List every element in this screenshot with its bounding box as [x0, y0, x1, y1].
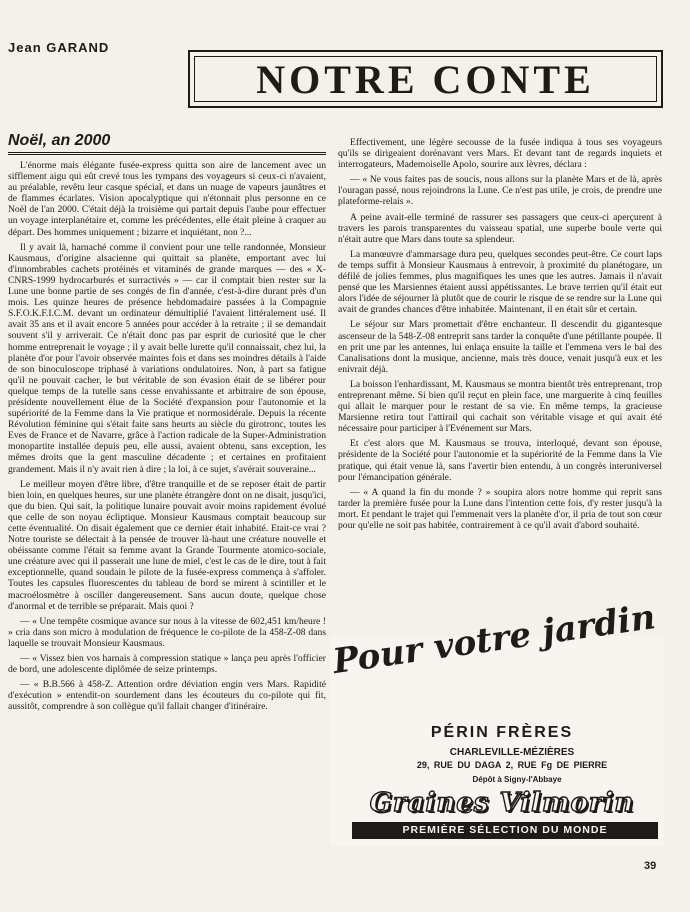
subtitle-underline — [8, 152, 326, 155]
ad-depot: Dépôt à Signy-l'Abbaye — [472, 775, 562, 784]
paragraph: — « Vissez bien vos harnais à compression statique » lança peu après l'officier de bord, une adolescente diplômée de seize printemps. — [8, 653, 326, 676]
paragraph: Il y avait là, harnaché comme il convient pour une telle randonnée, Monsieur Kausmaus, d'origine alsacienne qui quittait sa planète, emportant avec lui d'innombrables cachets protéinés et vitaminés de grande marques — des « X-CNRS-1999 hydrocarburés et surractivés » — car il comptait bien rester sur la Lune une bonne partie de ses congés de fin d'année, c'est-à-dire durant près d'un mois. Les quinze heures de présence hebdomadaire passées à la Compagnie S.F.O.K.F.I.C.M. devant un ordinateur démultiplié l'avaient littéralement usé. Il avait 35 ans et il avait encore 5 années pour accéder à la retraite ; il se demandait souvent s'il y arriverait. Ce n'était donc pas par esprit de curiosité que le cher homme entreprenait le voyage ; il y avait belle lurette qu'il connaissait, chez lui, la planète d'or pour l'avoir observée maintes fois et dans ses moindres détails à l'aide de son binoculoscope triphasé à variations ondulatoires. Non, à part sa fatigue qu'il ne pouvait cacher, le but véritable de son évasion était de se libérer pour quelque temps de la tutelle sans cesse envahissante et arbitraire de son épouse, présidente nouvellement élue de la Société d'expansion pour l'autonomie et la supériorité de la Femme dans la Vie pratique et normosidérale. Depuis la récente Révolution féminine qui s'était faite sans heurts au siècle du girotronc, toutes les Eves de France et de Navarre, grâce à l'action radicale de la Super-Administration monopartite installée depuis peu, elle aussi, avaient obtenu, sans exception, les mêmes droits que la gent masculine décadente ; et certaines en profitaient grandement. Mais il n'y avait rien à dire ; la loi, à ce sujet, s'avérait souveraine... — [8, 241, 326, 475]
paragraph: — « Ne vous faites pas de soucis, nous allons sur la planète Mars et de là, après l'ouragan passé, nous rejoindrons la Lune. Ce n'est pas utile, je crois, de prendre une plateforme-relais ». — [338, 174, 662, 208]
advertisement — [330, 597, 664, 846]
paragraph: La boisson l'enhardissant, M. Kausmaus se montra bientôt très entreprenant, trop entreprenant même. Si bien qu'il reçut en plein face, une marguerite à cinq feuilles qui allait le marquer pour le restant de sa vie. En même temps, la gracieuse Marsienne retira tout l'attirail qui cachait son véritable visage et qui avait été nécessaire pour participer à l'Evénement sur Mars. — [338, 378, 662, 435]
paragraph: La manœuvre d'ammarsage dura peu, quelques secondes peut-être. Ce court laps de temps suffit à Monsieur Kausmaus à entrevoir, à proximité du planétogare, un défilé de jolies femmes, plus magnifiques les unes que les autres. Jamais il n'avait pensé que les Marsiennes étaient aussi appétissantes. Le brave terrien qu'il était eut alors l'idée de séjourner là plutôt que de courir le risque de se rendre sur la Lune qui avait de grandes chances d'être inhabitée. Maintenant, il en était sûr et certain. — [338, 248, 662, 316]
title-frame — [188, 50, 663, 108]
ad-address: 29, RUE DU DAGA 2, RUE Fg DE PIERRE — [416, 760, 608, 770]
ad-banner: PREMIÈRE SÉLECTION DU MONDE — [352, 822, 658, 839]
paragraph: — « Une tempête cosmique avance sur nous à la vitesse de 602,451 km/heure ! » cria dans son micro à modulation de fréquence le co-pilote de la 458-Z-08 dans laquelle se trouvait Monsieur Kausmaus. — [8, 615, 326, 649]
story-subtitle: Noël, an 2000 — [8, 132, 111, 149]
paragraph: Effectivement, une légère secousse de la fusée indiqua à tous ses voyageurs qu'ils se dirigeaient dorénavant vers Mars. Et devant tant de regards inquiets et interrogateurs, Mademoiselle Apolo, sourire aux lèvres, déclara : — [338, 137, 662, 171]
paragraph: A peine avait-elle terminé de rassurer ses passagers que ceux-ci aperçurent à travers les parois transparentes du vaisseau spatial, une superbe boule verte qui n'était autre que Mars dans toute sa splendeur. — [338, 211, 662, 245]
left-column — [8, 160, 326, 900]
ad-brand-name: PÉRIN FRÈRES — [430, 724, 574, 741]
paragraph: Le séjour sur Mars promettait d'être enchanteur. Il descendit du gigantesque ascenseur de la 548-Z-08 entreprit sans tarder la conquête d'une pétillante poupée. Il en prit une par les antennes, lui enlaça ensuite la taille et l'emmena vers le bal des Canalisations dont la musique, ancienne, mais très douce, venait jusqu'à eux et les enivrait déjà. — [338, 319, 662, 375]
right-column — [338, 137, 662, 627]
ad-product-logo: Graines Vilmorin — [369, 788, 635, 818]
author-name: Jean GARAND — [8, 40, 110, 55]
page-title: NOTRE CONTE — [256, 56, 595, 102]
paragraph: L'énorme mais élégante fusée-express quitta son aire de lancement avec un sifflement aigu qui eût crevé tous les tympans des voyageurs si ceux-ci n'avaient, au préalable, revêtu leur casque spécial, et dans un nuage de vapeurs jaunâtres et de flammes écarlates. Vision apocalyptique qui n'étonnait plus personne en ce Noël de l'an 2000. C'était déjà la troisième qui partait depuis l'aube pour effectuer un voyage interplanétaire et, comme les précédentes, elle était pleine à craquer au départ. Des hommes uniquement ; bizarre et inquiétant, non ?... — [8, 160, 326, 238]
page-number: 39 — [644, 860, 657, 872]
paragraph: — « B.B.566 à 458-Z. Attention ordre déviation engin vers Mars. Rapidité d'exécution » entendit-on sourdement dans les écouteurs du co-pilote qui fit, aussitôt, comprendre à son collègue qu'il fallait changer d'itinéraire. — [8, 679, 326, 713]
paragraph: — « A quand la fin du monde ? » soupira alors notre homme qui reprit sans tarder la première fusée pour la Lune dans l'intention cette fois, d'y rester jusqu'à la mort. Et pendant le trajet qui l'emmenait vers la planète d'or, il pria de tout son cœur pour qu'elle ne soit pas habitée, contrairement à ce qu'il avait d'abord souhaité. — [338, 486, 662, 531]
paragraph: Le meilleur moyen d'être libre, d'être tranquille et de se reposer était de partir bien loin, en quelques heures, sur une planète étrangère dont on ne disait, jusqu'ici, que du bien. Qui sait, la politique lunaire pouvait avoir moins rapidement évolué que celle de son noyau écliptique. Monsieur Kausmaus comptait beaucoup sur cette éventualité. On disait également que ce dernier était inhabité. Etait-ce vrai ? Notre touriste se délectait à la pensée de trouver là-haut une créature nouvelle et obéissante comme l'était sa femme avant la Grande Tourmente atomico-sociale, une créature avec qui il passerait une lune de miel, c'est le cas de le dire, tout à fait exceptionnelle, quand soudain le pilote de la fusée-express commença à s'affoler. Toutes les capsules fluorescentes du tableau de bord se mirent à scintiller et le macroélosmètre à osciller dangereusement. Sans aucun doute, quelque chose d'anormal et de terrible se préparait. Mais quoi ? — [8, 478, 326, 612]
ad-script-headline: Pour votre jardin — [330, 597, 658, 682]
paragraph: Et c'est alors que M. Kausmaus se trouva, interloqué, devant son épouse, présidente de la Société pour l'autonomie et la supériorité de la Femme dans la Vie pratique, qui était venue là, sans l'avertir bien entendu, à un congrès interuniversel pour l'émancipation générale. — [338, 438, 662, 483]
ad-city: CHARLEVILLE-MÉZIÈRES — [449, 747, 575, 758]
